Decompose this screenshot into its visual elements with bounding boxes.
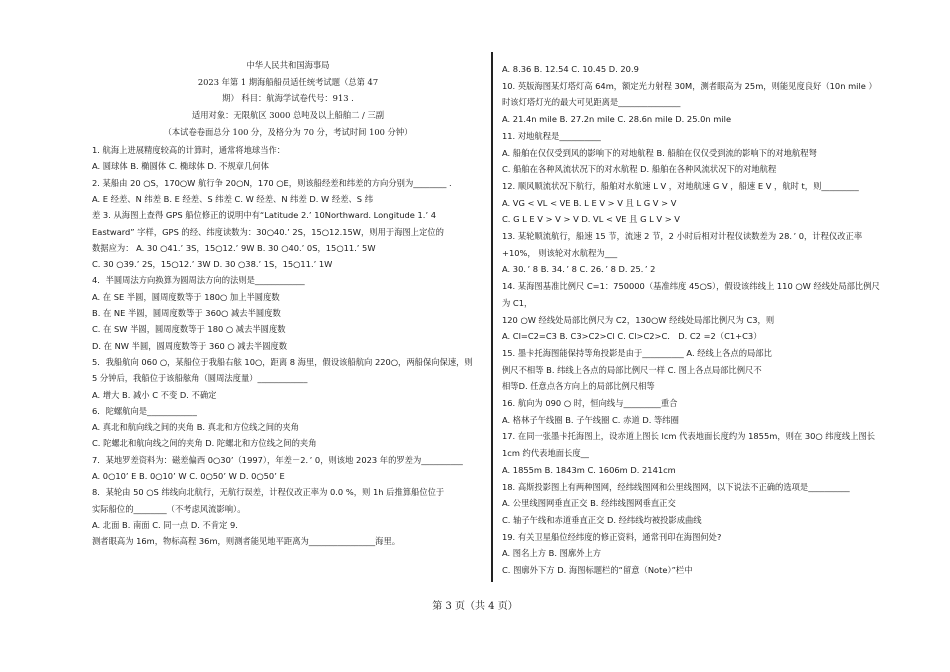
exam-authority: 中华人民共和国海事局 xyxy=(246,60,330,70)
question-text-line: B. 在 NE 半圆，圆周度数等于 360○ 减去半圆度数 xyxy=(92,308,281,318)
question-text-line: A. VG < VL < VE B. L E V > V 且 L G V > V xyxy=(502,197,677,208)
question-text-line: A. Cl=C2=C3 B. C3>C2>Cl C. Cl>C2>C． D. C2 =2（C1+C3） xyxy=(502,331,762,342)
question-text-line: D. 在 NW 半圆，圆周度数等于 360 ○ 减去半圆度数 xyxy=(92,340,288,351)
question-text-line: C. 轴子午线和赤道垂直正交 D. 经纬线均被投影成曲线 xyxy=(502,514,702,525)
question-text-line: 15. 墨卡托海图能保持等角投影是由于__________ A. 经线上各点的局部比 xyxy=(502,347,772,358)
question-text-line: 12. 顺风顺流状况下航行，船舶对水航速 L V ，对地航速 G V ，船速 E V ，航时 t，则_________ xyxy=(502,180,859,191)
question-text-line: 数据应为： A. 30 ○41.’ 3S，15○12.’ 9W B. 30 ○40.’ 0S，15○11.’ 5W xyxy=(92,242,376,253)
question-text-line: 为 C1， xyxy=(502,297,533,308)
question-text-line: A. 公里线图网垂直正交 B. 经纬线图网垂直正交 xyxy=(502,498,676,509)
question-text-line: C. 陀螺北和航向线之间的夹角 D. 陀螺北和方位线之间的夹角 xyxy=(92,438,317,449)
question-text-line: 14. 某海图基准比例尺 C=1：750000（基准纬度 45○S），假设该纬线上 110 ○W 经线处局部比例尺 xyxy=(502,281,880,292)
question-text-line: 4．半圆周法方向换算为圆周法方向的法则是____________ xyxy=(92,275,305,286)
exam-title: 2023 年第 1 期海船船员适任统考试题（总第 47 xyxy=(197,77,379,87)
exam-audience: 适用对象：无限航区 3000 总吨及以上船舶二 / 三副 xyxy=(191,110,385,120)
question-text-line: A. 8.36 B. 12.54 C. 10.45 D. 20.9 xyxy=(502,64,639,74)
question-text-line: 16. 航向为 090 ○ 时，恒向线与_________重合 xyxy=(502,398,678,408)
question-text-line: A. 真北和航向线之间的夹角 B. 真北和方位线之间的夹角 xyxy=(92,422,299,433)
question-text-line: 6．陀螺航向是____________ xyxy=(92,405,197,416)
question-text-line: C. 30 ○39.’ 2S，15○12.’ 3W D. 30 ○38.’ 1S，15○11.’ 1W xyxy=(92,259,333,270)
question-text-line: 8．某轮由 50 ○S 纬线向北航行，无航行误差，计程仪改正率为 0.0 %，则 1h 后推算船位位于 xyxy=(92,487,445,498)
question-text-line: 1cm 约代表地面长度__ xyxy=(502,448,589,459)
question-text-line: 18. 高斯投影图上有两种图网，经纬线图网和公里线图网，以下说法不正确的选项是__________ xyxy=(502,481,850,492)
question-text-line: 时该灯塔灯光的最大可见距离是_______________ xyxy=(502,97,681,108)
question-text-line: A. 0○10’ E B. 0○10’ W C. 0○50’ W D. 0○50’ E xyxy=(92,471,285,481)
question-text-line: A. 图名上方 B. 图廓外上方 xyxy=(502,548,602,559)
question-text-line: A. 北面 B. 南面 C. 同一点 D. 不肯定 9． xyxy=(92,519,244,530)
question-text-line: A. 1855m B. 1843m C. 1606m D. 2141cm xyxy=(502,464,676,475)
question-text-line: 相等D. 任意点各方向上的局部比例尺相等 xyxy=(502,381,655,392)
question-text-line: A. E 经差、N 纬差 B. E 经差、S 纬差 C. W 经差、N 纬差 D. W 经差、S 纬 xyxy=(92,193,373,204)
question-text-line: 5．我船航向 060 ○，某船位于我船右舷 10○，距离 8 海里，假设该船航向 220○，两船保向保速，则 xyxy=(92,356,473,367)
question-text-line: 实际船位的________（不考虑风流影响）。 xyxy=(92,503,246,514)
question-text-line: 19. 有关卫星船位经纬度的修正资料，通常刊印在海图何处? xyxy=(502,531,722,542)
question-text-line: Eastward” 字样，GPS 的经、纬度读数为：30○40.’ 2S，15○12.15W，则用于海图上定位的 xyxy=(92,226,444,237)
question-text-line: A. 在 SE 半圆，圆周度数等于 180○ 加上半圆度数 xyxy=(92,291,280,302)
question-text-line: A. 船舶在仅仅受到风的影响下的对地航程 B. 船舶在仅仅受到流的影响下的对地航程弩 xyxy=(502,147,817,158)
question-text-line: 差 3. 从海图上查得 GPS 船位修正的说明中有“Latitude 2.’ 10Northward. Longitude 1.’ 4 xyxy=(92,210,437,221)
question-text-line: A. 21.4n mile B. 27.2n mile C. 28.6n mile D. 25.0n mile xyxy=(502,114,732,125)
question-text-line: C. 图廓外下方 D. 海图标题栏的“留意（Note）”栏中 xyxy=(502,565,693,575)
question-text-line: C. G L E V > V > V D. VL < VE 且 G L V > V xyxy=(502,214,680,225)
question-text-line: 例尺不相等 B. 纬线上各点的局部比例尺一样 C. 图上各点局部比例尺不 xyxy=(502,364,762,375)
question-text-line: A. 30．’ 8 B. 34．’ 8 C. 26．’ 8 D. 25．’ 2 xyxy=(502,264,656,275)
question-text-line: 10. 英版海图某灯塔灯高 64m，额定光力射程 30M，测者眼高为 25m，则能见度良好（10n mile ） xyxy=(502,80,877,91)
question-text-line: 测者眼高为 16m，物标高程 36m，则测者能见地平距离为________________海里。 xyxy=(92,536,401,547)
question-text-line: C. 船舶在各种风流状况下的对水航程 D. 船舶在各种风流状况下的对地航程 xyxy=(502,164,777,175)
question-text-line: 17. 在同一张墨卡托海图上，设赤道上图长 lcm 代表地面长度约为 1855m，则在 30○ 纬度线上图长 xyxy=(502,431,876,442)
question-text-line: 5 分钟后，我船位于该船舷角（圆周法度量）____________ xyxy=(92,373,308,384)
question-text-line: A. 增大 B. 减小 C 不变 D. 不确定 xyxy=(92,389,217,400)
question-text-line: 11. 对地航程是__________ xyxy=(502,130,601,141)
question-text-line: 2. 某船由 20 ○S，170○W 航行争 20○N，170 ○E，则该船经差和纬差的方向分别为________ . xyxy=(92,177,452,188)
question-text-line: 1. 航海上进展精度较高的计算时，通常将地球当作： xyxy=(92,145,286,155)
question-text-line: 13. 某轮顺流航行，船速 15 节，流速 2 节，2 小时后相对计程仪读数差为 28．’ 0，计程仪改正率 xyxy=(502,231,863,241)
question-text-line: 120 ○W 经线处局部比例尺为 C2，130○W 经线处局部比例尺为 C3，则 xyxy=(502,314,775,325)
question-text-line: A. 圆球体 B. 椭圆体 C. 椭球体 D. 不规章几何体 xyxy=(92,161,269,172)
question-text-line: A. 格林子午线圈 B. 子午线圈 C. 赤道 D. 等纬圈 xyxy=(502,414,679,425)
question-text-line: +10%， 则该轮对水航程为___ xyxy=(502,247,618,258)
page-footer: 第 3 页（共 4 页） xyxy=(432,601,518,612)
exam-score-info: （本试卷卷面总分 100 分，及格分为 70 分，考试时间 100 分钟） xyxy=(163,127,413,137)
column-divider xyxy=(491,52,493,582)
question-text-line: C. 在 SW 半圆，圆周度数等于 180 ○ 减去半圆度数 xyxy=(92,324,286,335)
question-text-line: 7．某地罗差资料为：磁差偏西 0○30’（1997），年差－2．’ 0，则该地 2023 年的罗差为__________ xyxy=(92,454,463,465)
exam-subject: 期） 科目：航海学试卷代号：913 . xyxy=(222,93,354,103)
